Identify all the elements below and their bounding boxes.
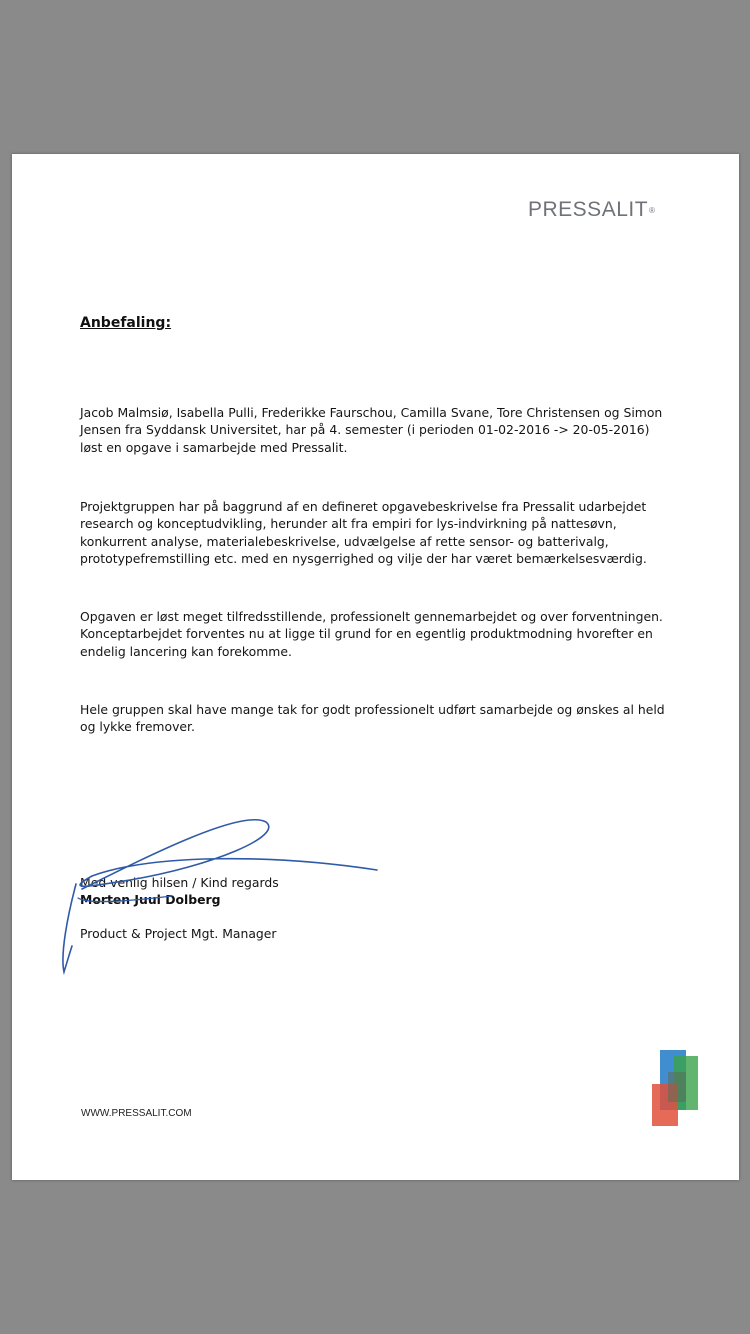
paragraph-4: Hele gruppen skal have mange tak for godt professionelt udført samarbejde og ønskes al held og lykke fremover. bbox=[80, 702, 665, 735]
logo-text: PRESSALIT bbox=[528, 198, 649, 221]
website-url: WWW.PRESSALIT.COM bbox=[81, 1108, 192, 1119]
pressalit-brand-mark-icon bbox=[648, 1046, 700, 1130]
signer-title: Product & Project Mgt. Manager bbox=[80, 926, 277, 941]
paragraph-2: Projektgruppen har på baggrund af en defineret opgavebeskrivelse fra Pressalit udarbejdet research og konceptudvikling, herunder alt fra empiri for lys-indvirkning på nattesøvn, konkurrent analyse, materialebeskrivelse, udvælgelse af rette sensor- og batterivalg, prototypefremstilling etc. med en nysgerrighed og vilje der har været bemærkelsesværdig. bbox=[80, 499, 647, 566]
letter-heading: Anbefaling: bbox=[80, 315, 172, 331]
closing-greeting: Med venlig hilsen / Kind regards bbox=[80, 875, 279, 890]
registered-mark: ® bbox=[649, 206, 656, 215]
pressalit-logo bbox=[528, 198, 655, 222]
signer-name: Morten Juul Dolberg bbox=[80, 892, 221, 907]
paragraph-3: Opgaven er løst meget tilfredsstillende, professionelt gennemarbejdet og over forventningen. Konceptarbejdet forventes nu at ligge til grund for en egentlig produktmodning hvorefter en endelig lancering kan forekomme. bbox=[80, 609, 663, 659]
handwritten-signature bbox=[12, 154, 739, 1180]
paragraph-1: Jacob Malmsiø, Isabella Pulli, Frederikke Faurschou, Camilla Svane, Tore Christensen og Simon Jensen fra Syddansk Universitet, har på 4. semester (i perioden 01-02-2016 -> 20-05-2016) løst en opgave i samarbejde med Pressalit. bbox=[80, 405, 663, 455]
letter-page bbox=[12, 154, 739, 1180]
